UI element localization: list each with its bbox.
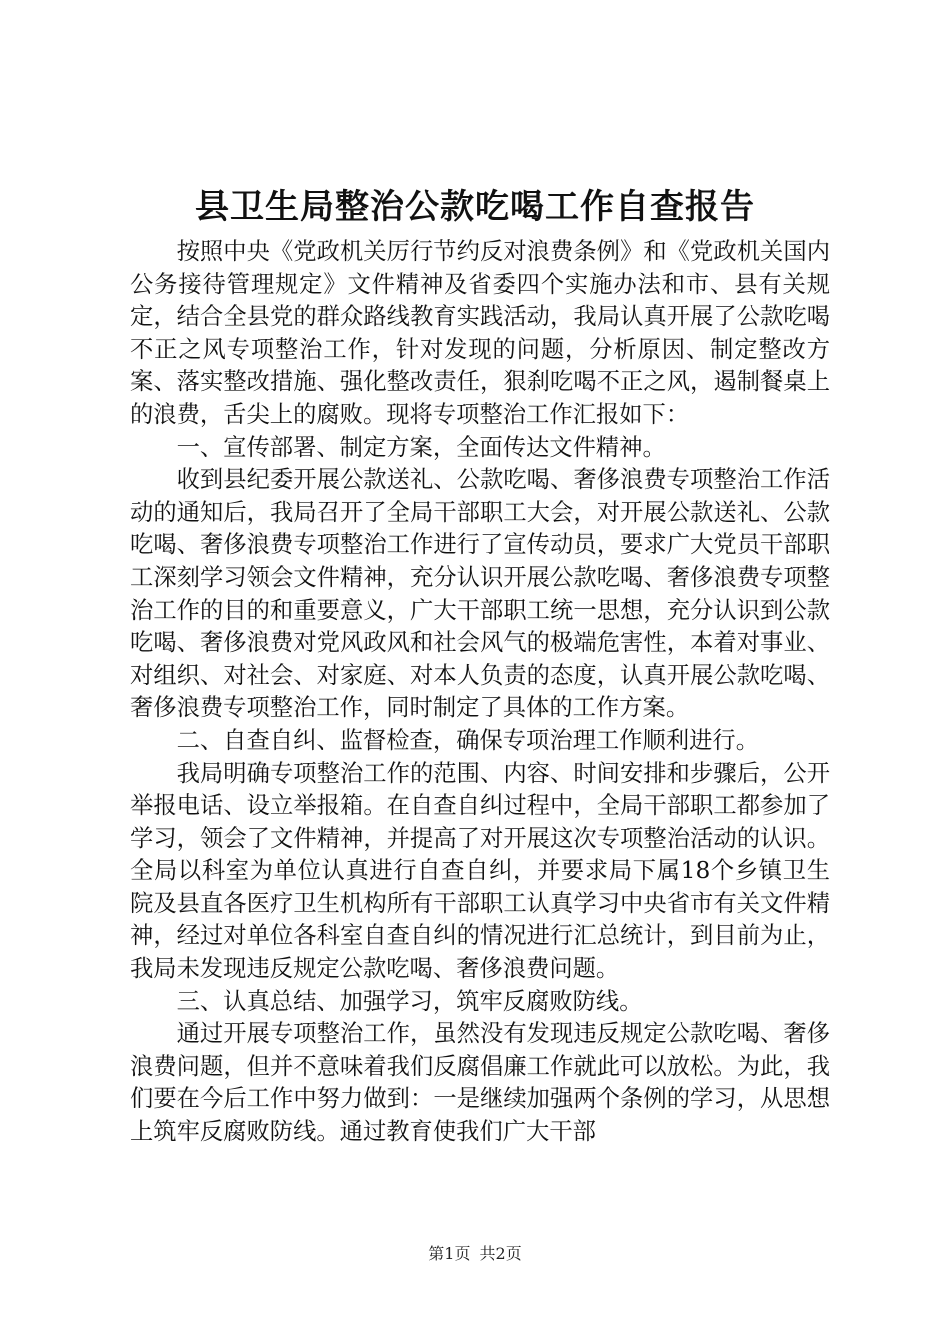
page-total: 共2页 bbox=[479, 1244, 522, 1263]
paragraph-section-3: 通过开展专项整治工作，虽然没有发现违反规定公款吃喝、奢侈浪费问题，但并不意味着我们反腐倡廉工作就此可以放松。为此，我们要在今后工作中努力做到：一是继续加强两个条例的学习，从思想上筑牢反腐败防线。通过教育使我们广大干部 bbox=[130, 1020, 830, 1146]
section-heading-1: 一、宣传部署、制定方案，全面传达文件精神。 bbox=[176, 433, 666, 461]
page-footer bbox=[0, 1243, 950, 1265]
section-heading-3: 三、认真总结、加强学习，筑牢反腐败防线。 bbox=[176, 987, 643, 1015]
page-number: 第1页 bbox=[428, 1244, 471, 1263]
paragraph-section-2: 我局明确专项整治工作的范围、内容、时间安排和步骤后，公开举报电话、设立举报箱。在自查自纠过程中，全局干部职工都参加了学习，领会了文件精神，并提高了对开展这次专项整治活动的认识。全局以科室为单位认真进行自查自纠，并要求局下属18个乡镇卫生院及县直各医疗卫生机构所有干部职工认真学习中央省市有关文件精神，经过对单位各科室自查自纠的情况进行汇总统计，到目前为止，我局未发现违反规定公款吃喝、奢侈浪费问题。 bbox=[130, 759, 830, 983]
paragraph-section-1: 收到县纪委开展公款送礼、公款吃喝、奢侈浪费专项整治工作活动的通知后，我局召开了全局干部职工大会，对开展公款送礼、公款吃喝、奢侈浪费专项整治工作进行了宣传动员，要求广大党员干部职工深刻学习领会文件精神，充分认识开展公款吃喝、奢侈浪费专项整治工作的目的和重要意义，广大干部职工统一思想，充分认识到公款吃喝、奢侈浪费对党风政风和社会风气的极端危害性，本着对事业、对组织、对社会、对家庭、对本人负责的态度，认真开展公款吃喝、奢侈浪费专项整治工作，同时制定了具体的工作方案。 bbox=[130, 466, 830, 722]
document-body bbox=[130, 236, 830, 1149]
section-heading-2: 二、自查自纠、监督检查，确保专项治理工作顺利进行。 bbox=[176, 726, 760, 754]
document-title: 县卫生局整治公款吃喝工作自查报告 bbox=[195, 187, 755, 227]
paragraph-intro: 按照中央《党政机关厉行节约反对浪费条例》和《党政机关国内公务接待管理规定》文件精神及省委四个实施办法和市、县有关规定，结合全县党的群众路线教育实践活动，我局认真开展了公款吃喝不正之风专项整治工作，针对发现的问题，分析原因、制定整改方案、落实整改措施、强化整改责任，狠刹吃喝不正之风，遏制餐桌上的浪费，舌尖上的腐败。现将专项整治工作汇报如下： bbox=[130, 238, 830, 428]
